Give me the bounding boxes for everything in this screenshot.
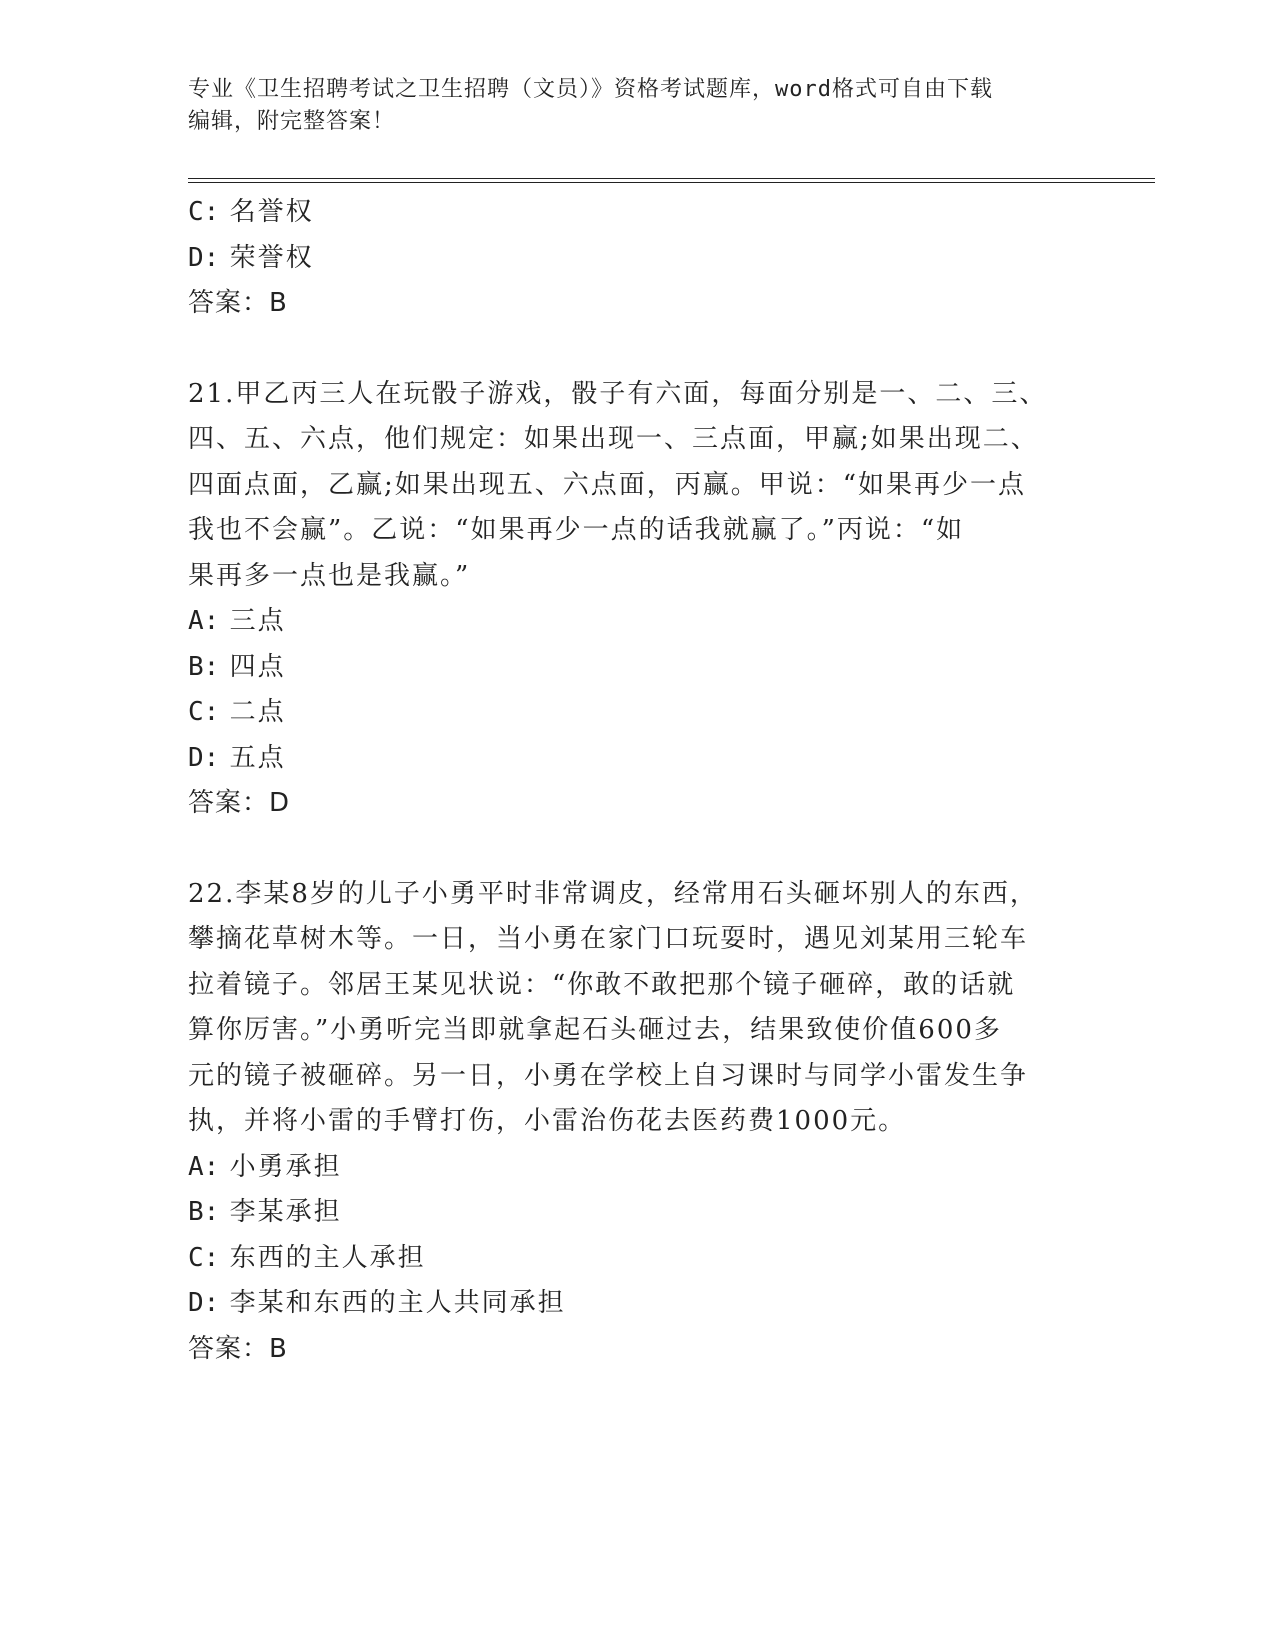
question-22-block (188, 872, 1088, 1373)
option-letter: C: (188, 697, 220, 727)
header-title-line-2: 编辑，附完整答案！ (188, 109, 396, 134)
option-c (188, 1236, 1088, 1282)
option-letter: D: (188, 742, 220, 773)
question-text-line: 果再多一点也是我赢。” (188, 560, 471, 591)
option-c (188, 190, 1088, 236)
question-text-line: 元的镜子被砸碎。另一日，小勇在学校上自习课时与同学小雷发生争 (188, 1060, 1029, 1091)
option-text: 三点 (229, 606, 286, 636)
option-b (188, 1190, 1088, 1236)
option-d (188, 736, 1088, 782)
answer-line: 答案：B (188, 288, 288, 318)
question-text-line: 拉着镜子。邻居王某见状说：“你敢不敢把那个镜子砸碎，敢的话就 (188, 969, 1016, 1000)
option-letter: B: (188, 651, 220, 682)
question-text-line: 21.甲乙丙三人在玩骰子游戏，骰子有六面，每面分别是一、二、三、 (188, 378, 1048, 409)
question-text-line: 四、五、六点，他们规定：如果出现一、三点面，甲赢;如果出现二、 (188, 424, 1039, 454)
question-text-line: 我也不会赢”。乙说：“如果再少一点的话我就赢了。”丙说：“如 (188, 515, 965, 545)
question-text-line: 22.李某8岁的儿子小勇平时非常调皮，经常用石头砸坏别人的东西， (188, 878, 1038, 909)
option-text: 东西的主人承担 (229, 1242, 426, 1273)
option-text: 五点 (229, 742, 286, 773)
option-letter: D: (188, 1288, 220, 1318)
option-letter: C: (188, 1242, 220, 1273)
document-body (188, 190, 1088, 1372)
prev-question-block (188, 190, 1088, 327)
option-text: 二点 (229, 697, 286, 727)
option-text: 四点 (229, 651, 286, 682)
option-text: 小勇承担 (229, 1151, 342, 1182)
option-letter: A: (188, 1151, 220, 1182)
question-text-line: 算你厉害。”小勇听完当即就拿起石头砸过去，结果致使价值600多 (188, 1015, 1002, 1045)
option-text: 名誉权 (229, 197, 314, 227)
option-text: 李某承担 (229, 1197, 342, 1227)
question-text-line: 攀摘花草树木等。一日，当小勇在家门口玩耍时，遇见刘某用三轮车 (188, 924, 1029, 954)
option-c (188, 690, 1088, 736)
option-d (188, 236, 1088, 282)
question-text-line: 执，并将小雷的手臂打伤，小雷治伤花去医药费1000元。 (188, 1106, 907, 1136)
header-divider (188, 178, 1155, 183)
answer-line: 答案：B (188, 1333, 288, 1364)
option-letter: A: (188, 606, 220, 636)
spacer (188, 327, 1088, 372)
spacer (188, 827, 1088, 872)
question-21-block (188, 372, 1088, 827)
option-d (188, 1281, 1088, 1327)
option-text: 李某和东西的主人共同承担 (229, 1288, 566, 1318)
option-a (188, 599, 1088, 645)
option-letter: C: (188, 197, 220, 227)
option-a (188, 1145, 1088, 1191)
option-letter: D: (188, 242, 220, 273)
answer-line: 答案：D (188, 788, 291, 818)
header-title-line-1: 专业《卫生招聘考试之卫生招聘（文员）》资格考试题库，word格式可自由下载 (188, 77, 993, 102)
option-b (188, 645, 1088, 691)
option-text: 荣誉权 (229, 242, 314, 273)
question-text-line: 四面点面，乙赢;如果出现五、六点面，丙赢。甲说：“如果再少一点 (188, 469, 1027, 500)
document-header (188, 74, 1068, 138)
option-letter: B: (188, 1197, 220, 1227)
